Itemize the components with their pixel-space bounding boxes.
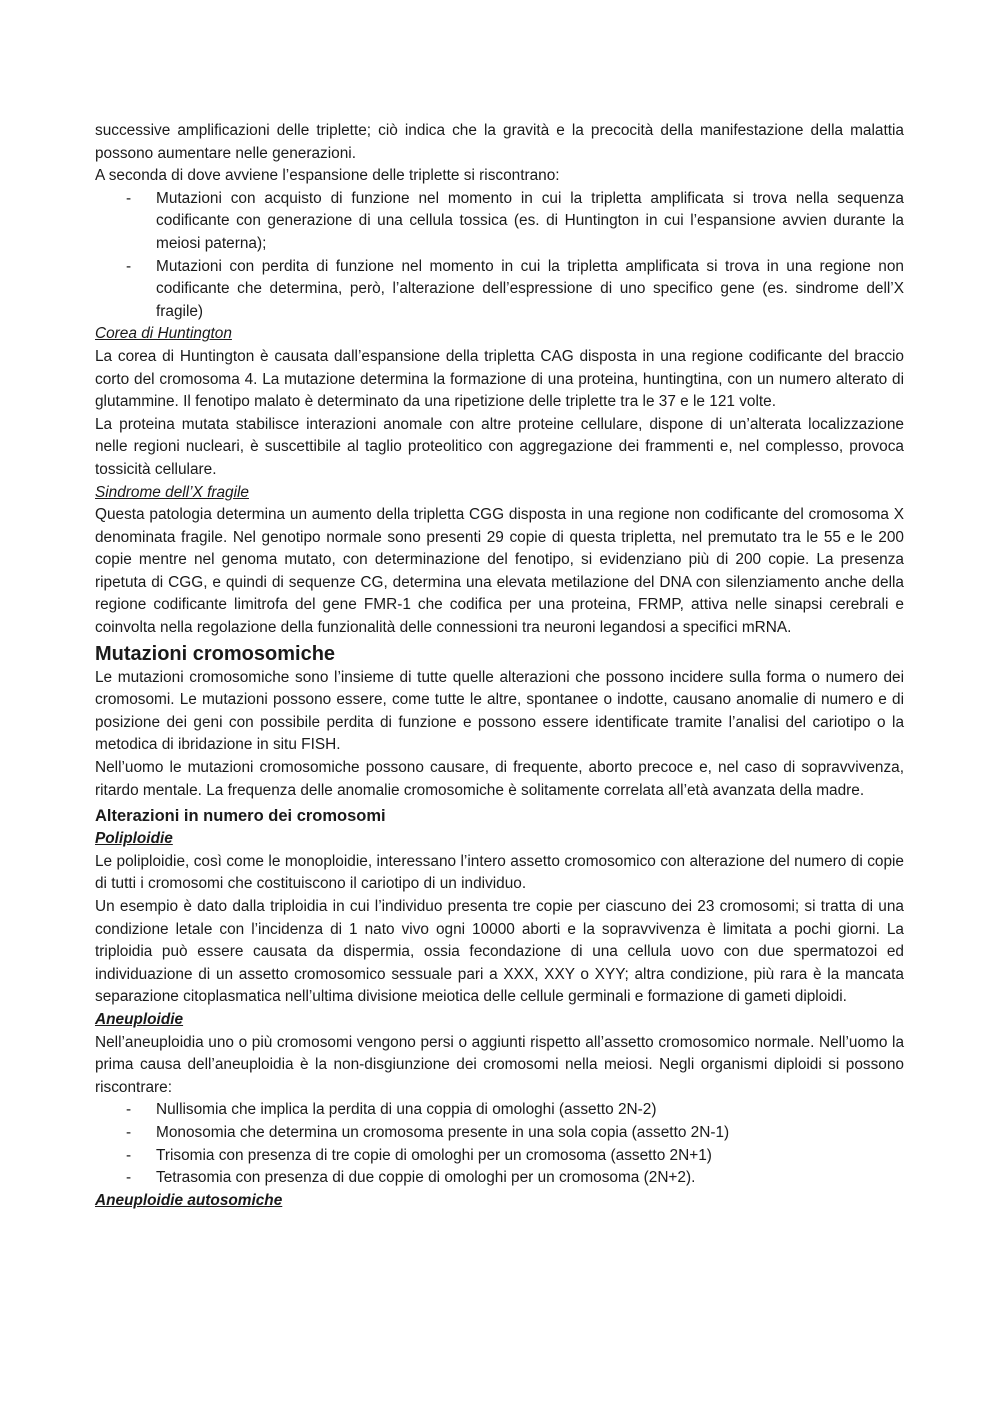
list-item-text: Nullisomia che implica la perdita di una coppia di omologhi (assetto 2N-2)	[156, 1101, 657, 1119]
bullet-dash: -	[126, 1101, 132, 1119]
list-item	[95, 1099, 904, 1122]
chromosomal-paragraph-1: Le mutazioni cromosomiche sono l’insieme di tutte quelle alterazioni che possono incidere sulla forma o numero dei cromosomi. Le mutazioni possono essere, come tutte le altre, spontanee o indotte, causano anomalie di numero e di posizione dei geni con possibile perdita di funzione e possono essere identificate tramite l’analisi del cariotipo o la metodica di ibridazione in situ FISH.	[95, 668, 904, 754]
list-item-text: Mutazioni con perdita di funzione nel momento in cui la tripletta amplificata si trova in una regione non codificante che determina, però, l’alterazione dell’espressione di uno specifico gene (es. sindrome dell’X fragile)	[156, 257, 904, 320]
intro-paragraph-1: successive amplificazioni delle triplette; ciò indica che la gravità e la precocità della manifestazione della malattia possono aumentare nelle generazioni.	[95, 122, 904, 162]
list-item	[95, 256, 904, 324]
huntington-paragraph-2: La proteina mutata stabilisce interazioni anomale con altre proteine cellulare, dispone di un’alterata localizzazione nelle regioni nucleari, è suscettibile al taglio proteolitico con aggregazione dei frammenti e, nel complesso, provoca tossicità cellulare.	[95, 415, 904, 478]
list-item	[95, 188, 904, 256]
bullet-dash: -	[126, 189, 132, 207]
poliploidie-title: Poliploidie	[95, 830, 173, 848]
list-item-text: Tetrasomia con presenza di due coppie di omologhi per un cromosoma (2N+2).	[156, 1169, 696, 1187]
list-item	[95, 1122, 904, 1145]
chromosomal-mutations-heading: Mutazioni cromosomiche	[95, 642, 336, 665]
document-page	[95, 120, 904, 1212]
bullet-dash: -	[126, 1123, 132, 1141]
aneuploidie-title: Aneuploidie	[95, 1010, 184, 1028]
intro-paragraph-2: A seconda di dove avviene l’espansione delle triplette si riscontrano:	[95, 167, 560, 185]
poliploidie-paragraph-2: Un esempio è dato dalla triploidia in cui l’individuo presenta tre copie per ciascuno dei 23 cromosomi; si tratta di una condizione letale con l’incidenza di 1 nato vivo ogni 10000 aborti e la sopravvivenza è limitata a pochi giorni. La triploidia può essere causata da dispermia, ossia fecondazione di una cellula uovo con due spermatozoi ed individuazione di un assetto cromosomico sessuale pari a XXX, XXY o XYY; altra condizione, più rara è la mancata separazione citoplasmatica nell’ultima divisione meiotica delle cellule germinali e formazione di gameti diploidi.	[95, 898, 904, 1006]
list-item	[95, 1145, 904, 1168]
bullet-dash: -	[126, 1169, 132, 1187]
numeric-alterations-heading: Alterazioni in numero dei cromosomi	[95, 807, 386, 826]
aneuploidie-paragraph: Nell’aneuploidia uno o più cromosomi vengono persi o aggiunti rispetto all’assetto cromosomico normale. Nell’uomo la prima causa dell’aneuploidia è la non-disgiunzione dei cromosomi nella meiosi. Negli organismi diploidi si possono riscontrare:	[95, 1033, 904, 1096]
x-fragile-paragraph: Questa patologia determina un aumento della tripletta CGG disposta in una regione non codificante del cromosoma X denominata fragile. Nel genotipo normale sono presenti 29 copie di questa tripletta, nel premutato tra le 55 e le 200 copie mentre nel genoma mutato, con determinazione del fenotipo, si evidenziano più di 200 copie. La presenza ripetuta di CGG, e quindi di sequenze CG, determina una elevata metilazione del DNA con silenziamento anche della regione codificante limitrofa del gene FMR-1 che codifica per una proteina, FRMP, attiva nelle sinapsi cerebrali e coinvolta nella regolazione della funzionalità delle connessioni tra neuroni legandosi a specifici mRNA.	[95, 506, 904, 637]
x-fragile-title: Sindrome dell’X fragile	[95, 483, 249, 501]
list-item	[95, 1167, 904, 1190]
chromosomal-paragraph-2: Nell’uomo le mutazioni cromosomiche possono causare, di frequente, aborto precoce e, nel caso di sopravvivenza, ritardo mentale. La frequenza delle anomalie cromosomiche è solitamente correlata all’età avanzata della madre.	[95, 759, 904, 799]
bullet-dash: -	[126, 257, 132, 275]
aneuploidie-bullet-list	[95, 1099, 904, 1189]
list-item-text: Trisomia con presenza di tre copie di omologhi per un cromosoma (assetto 2N+1)	[156, 1146, 712, 1164]
bullet-dash: -	[126, 1146, 132, 1164]
aneuploidie-autosomiche-title: Aneuploidie autosomiche	[95, 1191, 283, 1209]
poliploidie-paragraph-1: Le poliploidie, così come le monoploidie, interessano l’intero assetto cromosomico con alterazione del numero di copie di tutti i cromosomi che costituiscono il cariotipo di un individuo.	[95, 852, 904, 893]
list-item-text: Monosomia che determina un cromosoma presente in una sola copia (assetto 2N-1)	[156, 1123, 730, 1141]
huntington-paragraph-1: La corea di Huntington è causata dall’espansione della tripletta CAG disposta in una regione codificante del braccio corto del cromosoma 4. La mutazione determina la formazione di una proteina, huntingtina, con un numero alterato di glutammine. Il fenotipo malato è determinato da una ripetizione delle triplette tra le 37 e le 121 volte.	[95, 347, 904, 411]
list-item-text: Mutazioni con acquisto di funzione nel momento in cui la tripletta amplificata si trova nella sequenza codificante con generazione di una cellula tossica (es. di Huntington in cui l’espansione avvien durante la meiosi paterna);	[156, 189, 904, 252]
expansion-bullet-list	[95, 188, 904, 324]
huntington-title: Corea di Huntington	[95, 325, 232, 343]
